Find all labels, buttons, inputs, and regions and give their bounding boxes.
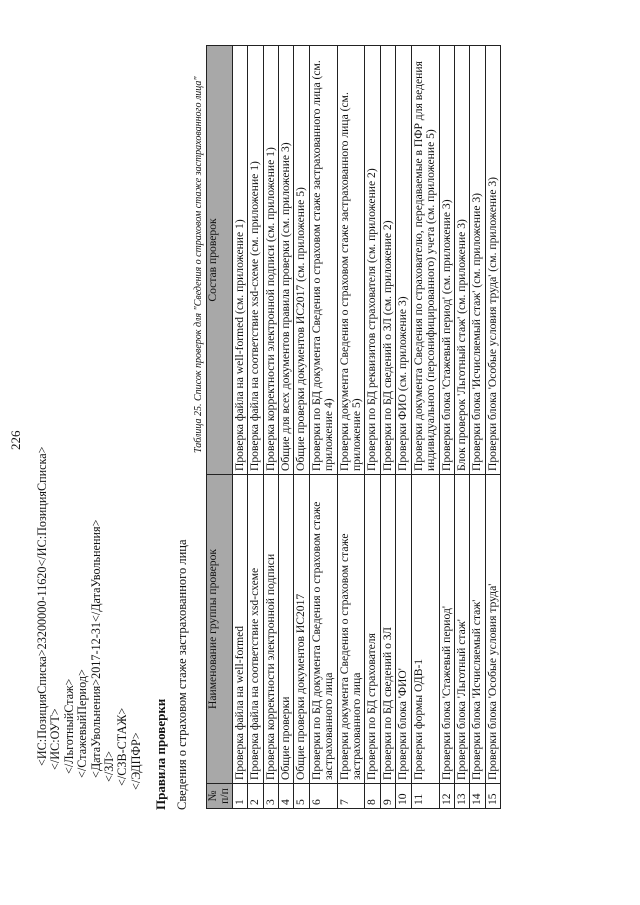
- table-row: [263, 46, 278, 809]
- row-content: Проверка файла на соответствие xsd-схеме (см. приложение 1): [248, 46, 263, 475]
- table-row: [309, 46, 337, 809]
- col-header-number: № п/п: [207, 784, 233, 809]
- table-row: [485, 46, 500, 809]
- table-row: [470, 46, 485, 809]
- row-content: Проверка файла на well-formed (см. приложение 1): [232, 46, 247, 475]
- xml-snippet: [36, 446, 143, 790]
- row-content: Проверки блока 'Особые условия труда' (см. приложение 3): [485, 46, 500, 475]
- row-content: Общие проверки документов ИС2017 (см. приложение 5): [294, 46, 309, 475]
- row-number: 5: [294, 784, 309, 809]
- row-group: Общие проверки: [279, 475, 294, 784]
- xml-line: </ИС:ОУТ>: [48, 708, 63, 770]
- table-row: [365, 46, 380, 809]
- row-number: 13: [454, 784, 469, 809]
- row-content: Общие для всех документов правила проверки (см. приложение 3): [279, 46, 294, 475]
- table-row: [396, 46, 411, 809]
- row-group: Проверки блока 'Льготный стаж': [454, 475, 469, 784]
- xml-line: </СтажевыйПериод>: [75, 669, 90, 778]
- table-row: [248, 46, 263, 809]
- row-content: Проверки ФИО (см. приложение 3): [396, 46, 411, 475]
- row-content: Проверки по БД сведений о ЗЛ (см. приложение 2): [380, 46, 395, 475]
- row-number: 4: [279, 784, 294, 809]
- section-heading: Правила проверки: [153, 698, 168, 810]
- row-group: Проверки документа Сведения о страховом стаже застрахованного лица: [337, 475, 365, 784]
- table-row: [380, 46, 395, 809]
- table-caption: Таблица 25. Список проверок для "Сведения о страховом стаже застрахованного лица": [193, 76, 204, 453]
- row-content: Проверки блока 'Стажевый период' (см. приложение 3): [439, 46, 454, 475]
- row-content: Проверки документа Сведения о страховом стаже застрахованного лица (см. приложение 5): [337, 46, 365, 475]
- row-number: 11: [411, 784, 439, 809]
- table-row: [337, 46, 365, 809]
- table-row: [232, 46, 247, 809]
- table-row: [294, 46, 309, 809]
- row-content: Проверки документа Сведения по страхователю, передаваемые в ПФР для ведения индивидуального (персонифицированного) учета (см. приложение 5): [411, 46, 439, 475]
- table-header-row: [207, 46, 233, 809]
- checks-table: [206, 45, 501, 809]
- xml-line: <ИС:ПозицияСписка>23200000-11620</ИС:ПозицияСписка>: [35, 446, 49, 766]
- row-group: Проверки формы ОДВ-1: [411, 475, 439, 784]
- row-content: Проверки по БД документа Сведения о страховом стаже застрахованного лица (см. приложение 4): [309, 46, 337, 475]
- row-group: Проверки по БД сведений о ЗЛ: [380, 475, 395, 784]
- xml-line: </ЭДПФР>: [128, 732, 143, 790]
- row-number: 12: [439, 784, 454, 809]
- row-content: Проверки блока 'Исчисляемый стаж' (см. приложение 3): [470, 46, 485, 475]
- xml-line: </ЗЛ>: [102, 751, 117, 782]
- row-group: Проверка файла на well-formed: [232, 475, 247, 784]
- row-group: Проверки блока 'Особые условия труда': [485, 475, 500, 784]
- row-group: Проверки по БД страхователя: [365, 475, 380, 784]
- row-content: Проверка корректности электронной подписи (см. приложение 1): [263, 46, 278, 475]
- row-number: 10: [396, 784, 411, 809]
- row-group: Проверки блока 'Стажевый период': [439, 475, 454, 784]
- xml-line: </ЛьготныйСтаж>: [61, 678, 76, 774]
- col-header-group: Наименование группы проверок: [207, 475, 233, 784]
- xml-line: </СЗВ-СТАЖ>: [115, 707, 130, 786]
- row-group: Проверка файла на соответствие xsd-схеме: [248, 475, 263, 784]
- intro-text: Сведения о страховом стаже застрахованного лица: [175, 539, 189, 810]
- row-number: 6: [309, 784, 337, 809]
- table-row: [439, 46, 454, 809]
- row-group: Проверки блока 'Исчисляемый стаж': [470, 475, 485, 784]
- row-number: 3: [263, 784, 278, 809]
- row-content: Блок проверок 'Льготный стаж' (см. приложение 3): [454, 46, 469, 475]
- row-number: 9: [380, 784, 395, 809]
- row-number: 15: [485, 784, 500, 809]
- row-number: 8: [365, 784, 380, 809]
- row-number: 14: [470, 784, 485, 809]
- row-group: Общие проверки документов ИС2017: [294, 475, 309, 784]
- table-row: [411, 46, 439, 809]
- row-group: Проверки по БД документа Сведения о страховом стаже застрахованного лица: [309, 475, 337, 784]
- xml-line: <ДатаУвольнения>2017-12-31</ДатаУвольнения>: [88, 519, 103, 778]
- table-row: [454, 46, 469, 809]
- row-number: 2: [248, 784, 263, 809]
- row-content: Проверки по БД реквизитов страхователя (см. приложение 2): [365, 46, 380, 475]
- row-group: Проверки блока 'ФИО': [396, 475, 411, 784]
- table-row: [279, 46, 294, 809]
- row-group: Проверка корректности электронной подписи: [263, 475, 278, 784]
- row-number: 1: [232, 784, 247, 809]
- row-number: 7: [337, 784, 365, 809]
- page-number: 226: [8, 430, 23, 450]
- col-header-content: Состав проверок: [207, 46, 233, 475]
